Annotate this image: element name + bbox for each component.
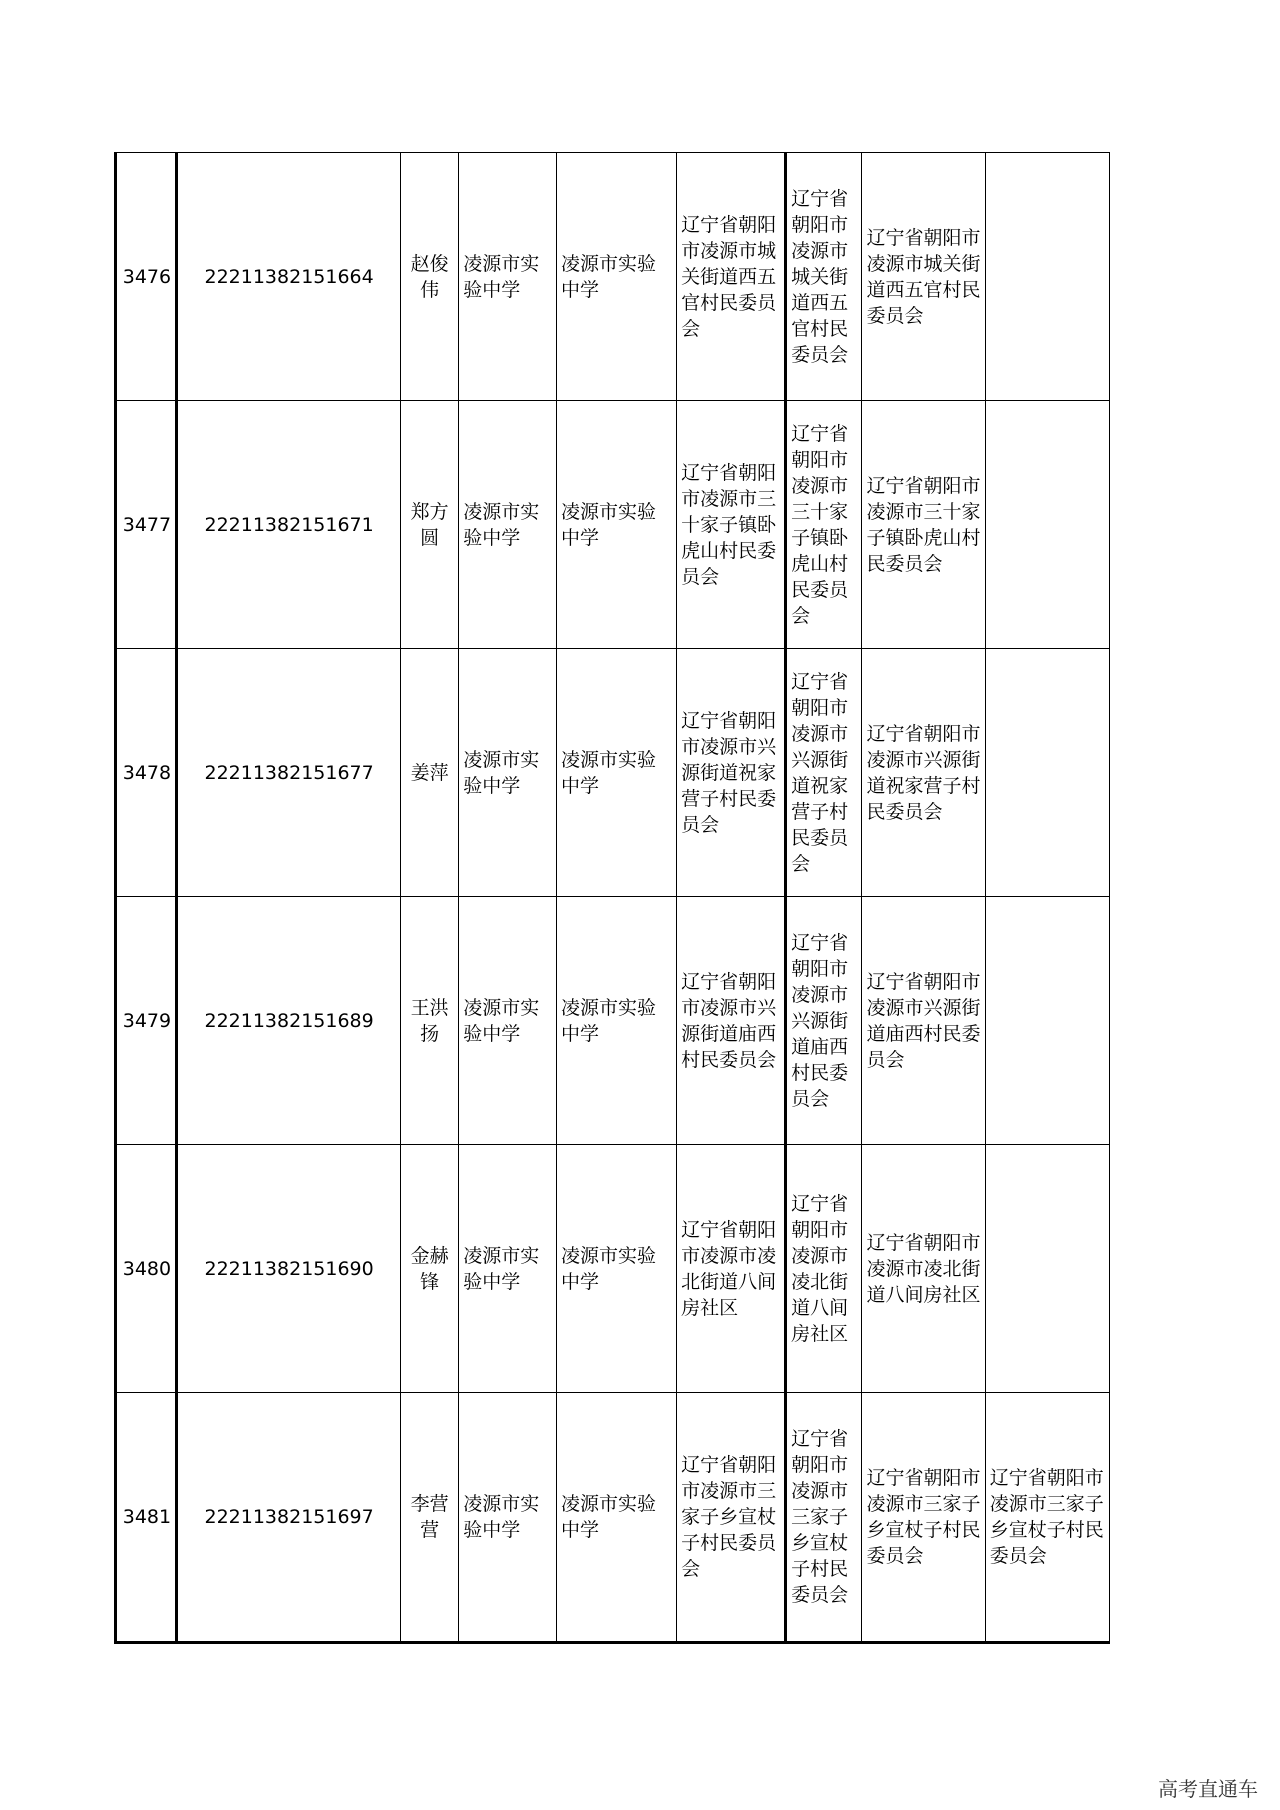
table-row bbox=[116, 649, 1110, 897]
household-address-cell: 辽宁省朝阳市凌源市三家子乡宣杖子村民委员会 bbox=[677, 1393, 786, 1643]
table-row bbox=[116, 1393, 1110, 1643]
seq-cell: 3478 bbox=[116, 649, 177, 897]
exam-no-cell: 22211382151664 bbox=[177, 153, 401, 401]
table-row bbox=[116, 897, 1110, 1145]
household-address-cell: 辽宁省朝阳市凌源市城关街道西五官村民委员会 bbox=[677, 153, 786, 401]
other-address-cell bbox=[985, 1145, 1109, 1393]
table-row bbox=[116, 153, 1110, 401]
school-cell: 凌源市实验中学 bbox=[459, 401, 557, 649]
residence-address-cell: 辽宁省朝阳市凌源市三家子乡宣杖子村民委员会 bbox=[862, 1393, 985, 1643]
residence-address-cell: 辽宁省朝阳市凌源市兴源街道庙西村民委员会 bbox=[862, 897, 985, 1145]
guardian-address-cell: 辽宁省朝阳市凌源市三家子乡宣杖子村民委员会 bbox=[786, 1393, 862, 1643]
residence-address-cell: 辽宁省朝阳市凌源市三十家子镇卧虎山村民委员会 bbox=[862, 401, 985, 649]
seq-cell: 3481 bbox=[116, 1393, 177, 1643]
other-address-cell bbox=[985, 401, 1109, 649]
exam-no-cell: 22211382151677 bbox=[177, 649, 401, 897]
exam-no-cell: 22211382151671 bbox=[177, 401, 401, 649]
seq-cell: 3476 bbox=[116, 153, 177, 401]
name-cell: 郑方圆 bbox=[401, 401, 459, 649]
residence-address-cell: 辽宁省朝阳市凌源市凌北街道八间房社区 bbox=[862, 1145, 985, 1393]
guardian-address-cell: 辽宁省朝阳市凌源市兴源街道祝家营子村民委员会 bbox=[786, 649, 862, 897]
exam-no-cell: 22211382151697 bbox=[177, 1393, 401, 1643]
institution-cell: 凌源市实验中学 bbox=[556, 897, 676, 1145]
household-address-cell: 辽宁省朝阳市凌源市兴源街道祝家营子村民委员会 bbox=[677, 649, 786, 897]
seq-cell: 3480 bbox=[116, 1145, 177, 1393]
institution-cell: 凌源市实验中学 bbox=[556, 649, 676, 897]
watermark-text: 高考直通车 bbox=[1158, 1777, 1258, 1801]
guardian-address-cell: 辽宁省朝阳市凌源市兴源街道庙西村民委员会 bbox=[786, 897, 862, 1145]
school-cell: 凌源市实验中学 bbox=[459, 649, 557, 897]
table-row bbox=[116, 1145, 1110, 1393]
guardian-address-cell: 辽宁省朝阳市凌源市凌北街道八间房社区 bbox=[786, 1145, 862, 1393]
other-address-cell bbox=[985, 153, 1109, 401]
school-cell: 凌源市实验中学 bbox=[459, 153, 557, 401]
residence-address-cell: 辽宁省朝阳市凌源市城关街道西五官村民委员会 bbox=[862, 153, 985, 401]
institution-cell: 凌源市实验中学 bbox=[556, 1393, 676, 1643]
guardian-address-cell: 辽宁省朝阳市凌源市三十家子镇卧虎山村民委员会 bbox=[786, 401, 862, 649]
student-address-table bbox=[114, 152, 1110, 1644]
other-address-cell: 辽宁省朝阳市凌源市三家子乡宣杖子村民委员会 bbox=[985, 1393, 1109, 1643]
name-cell: 金赫锋 bbox=[401, 1145, 459, 1393]
institution-cell: 凌源市实验中学 bbox=[556, 153, 676, 401]
name-cell: 赵俊伟 bbox=[401, 153, 459, 401]
school-cell: 凌源市实验中学 bbox=[459, 897, 557, 1145]
seq-cell: 3477 bbox=[116, 401, 177, 649]
school-cell: 凌源市实验中学 bbox=[459, 1393, 557, 1643]
institution-cell: 凌源市实验中学 bbox=[556, 1145, 676, 1393]
other-address-cell bbox=[985, 649, 1109, 897]
school-cell: 凌源市实验中学 bbox=[459, 1145, 557, 1393]
table-row bbox=[116, 401, 1110, 649]
exam-no-cell: 22211382151689 bbox=[177, 897, 401, 1145]
guardian-address-cell: 辽宁省朝阳市凌源市城关街道西五官村民委员会 bbox=[786, 153, 862, 401]
household-address-cell: 辽宁省朝阳市凌源市三十家子镇卧虎山村民委员会 bbox=[677, 401, 786, 649]
household-address-cell: 辽宁省朝阳市凌源市凌北街道八间房社区 bbox=[677, 1145, 786, 1393]
household-address-cell: 辽宁省朝阳市凌源市兴源街道庙西村民委员会 bbox=[677, 897, 786, 1145]
name-cell: 李营营 bbox=[401, 1393, 459, 1643]
exam-no-cell: 22211382151690 bbox=[177, 1145, 401, 1393]
institution-cell: 凌源市实验中学 bbox=[556, 401, 676, 649]
residence-address-cell: 辽宁省朝阳市凌源市兴源街道祝家营子村民委员会 bbox=[862, 649, 985, 897]
seq-cell: 3479 bbox=[116, 897, 177, 1145]
name-cell: 姜萍 bbox=[401, 649, 459, 897]
other-address-cell bbox=[985, 897, 1109, 1145]
name-cell: 王洪扬 bbox=[401, 897, 459, 1145]
